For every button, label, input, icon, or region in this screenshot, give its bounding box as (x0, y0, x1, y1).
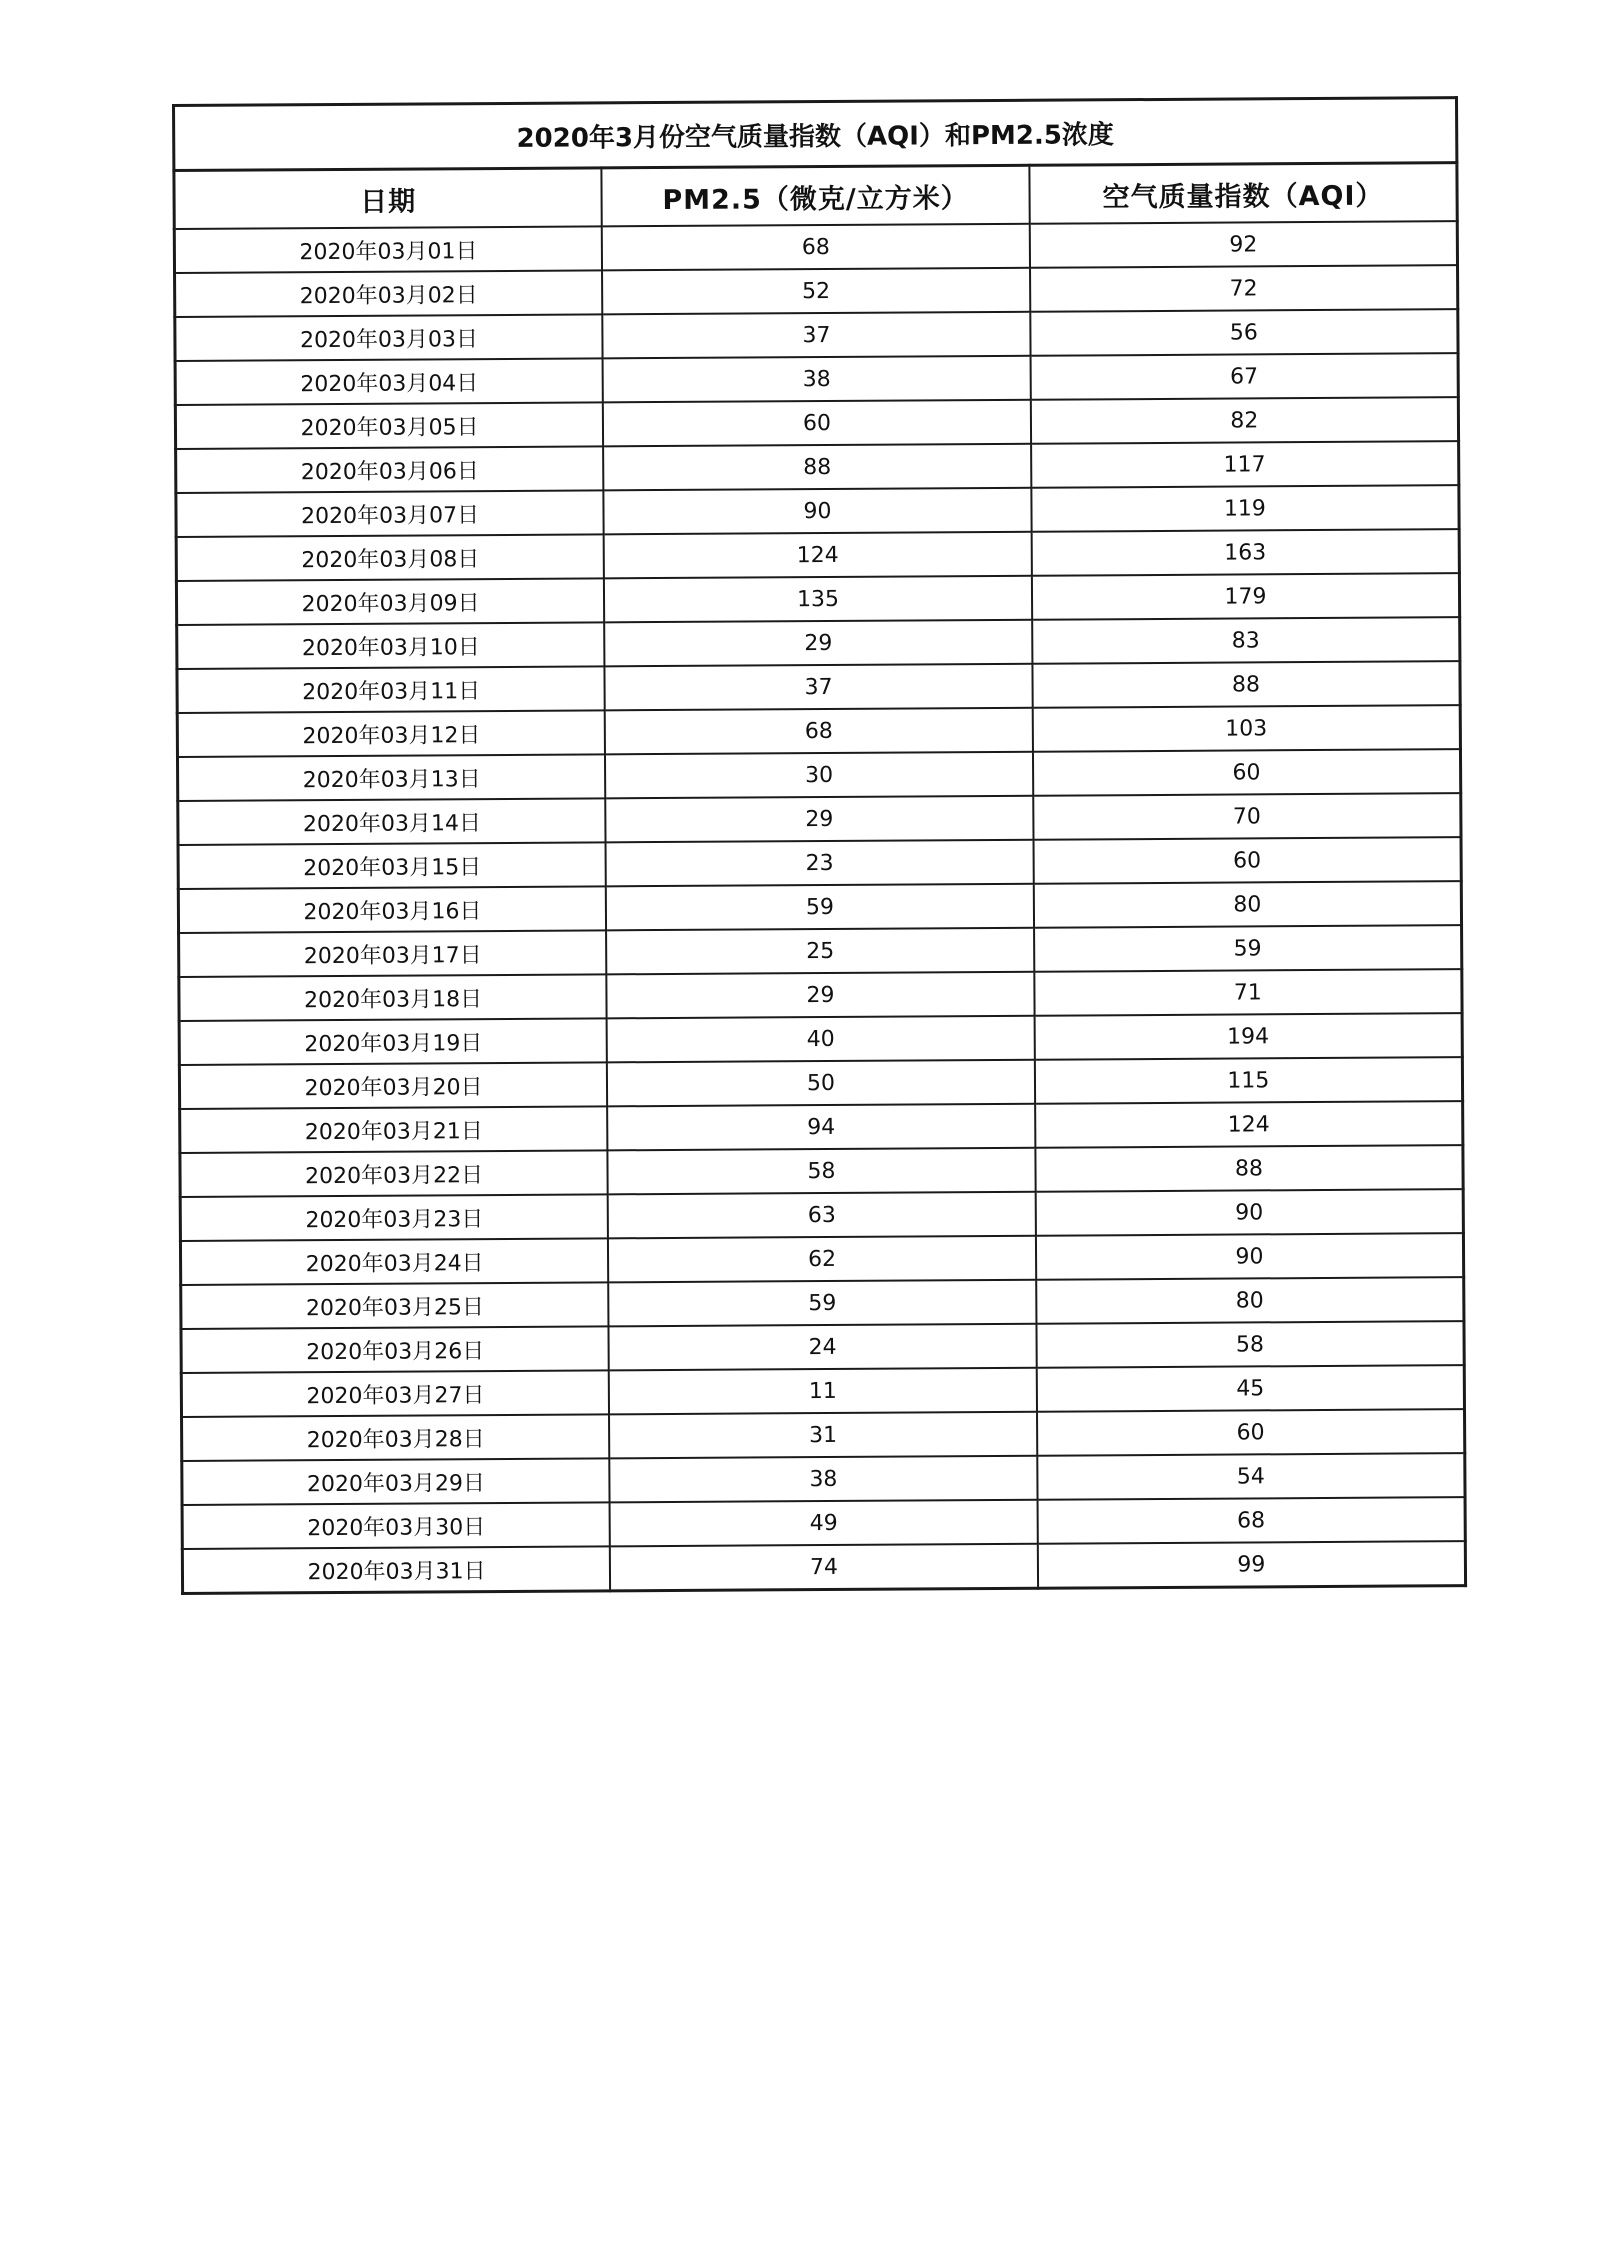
cell-date: 2020年03月18日 (179, 974, 607, 1021)
cell-date: 2020年03月31日 (182, 1546, 610, 1593)
cell-aqi: 80 (1036, 1277, 1464, 1324)
cell-date: 2020年03月13日 (177, 754, 605, 801)
cell-pm25: 94 (607, 1104, 1035, 1151)
cell-date: 2020年03月04日 (175, 358, 603, 405)
table-body (174, 221, 1465, 1593)
cell-aqi: 68 (1037, 1497, 1465, 1544)
cell-date: 2020年03月10日 (177, 622, 605, 669)
table-row (177, 617, 1460, 669)
cell-pm25: 50 (607, 1060, 1035, 1107)
cell-date: 2020年03月19日 (179, 1018, 607, 1065)
table-row (182, 1453, 1465, 1505)
table-row (176, 485, 1459, 537)
cell-date: 2020年03月21日 (180, 1106, 608, 1153)
cell-pm25: 58 (608, 1148, 1036, 1195)
cell-aqi: 124 (1035, 1101, 1463, 1148)
cell-date: 2020年03月27日 (181, 1370, 609, 1417)
cell-aqi: 119 (1031, 485, 1459, 532)
cell-date: 2020年03月26日 (181, 1326, 609, 1373)
cell-aqi: 90 (1035, 1189, 1463, 1236)
cell-pm25: 90 (604, 488, 1032, 535)
cell-pm25: 29 (605, 796, 1033, 843)
cell-pm25: 68 (602, 224, 1030, 271)
cell-aqi: 45 (1037, 1365, 1465, 1412)
cell-pm25: 63 (608, 1192, 1036, 1239)
cell-pm25: 23 (606, 840, 1034, 887)
cell-pm25: 88 (603, 444, 1031, 491)
cell-pm25: 59 (608, 1280, 1036, 1327)
cell-date: 2020年03月02日 (175, 270, 603, 317)
cell-aqi: 88 (1035, 1145, 1463, 1192)
cell-pm25: 25 (606, 928, 1034, 975)
table-row (179, 1013, 1462, 1065)
cell-date: 2020年03月25日 (181, 1282, 609, 1329)
cell-pm25: 59 (606, 884, 1034, 931)
cell-date: 2020年03月29日 (182, 1458, 610, 1505)
cell-aqi: 103 (1033, 705, 1461, 752)
cell-aqi: 179 (1032, 573, 1460, 620)
table-row (176, 573, 1459, 625)
table-row (180, 1233, 1463, 1285)
table-title-row (174, 98, 1457, 171)
cell-date: 2020年03月16日 (178, 886, 606, 933)
cell-aqi: 82 (1031, 397, 1459, 444)
table-row (179, 1057, 1462, 1109)
table-row (175, 397, 1458, 449)
cell-aqi: 194 (1034, 1013, 1462, 1060)
cell-aqi: 80 (1034, 881, 1462, 928)
cell-pm25: 62 (608, 1236, 1036, 1283)
cell-date: 2020年03月01日 (174, 226, 602, 273)
cell-aqi: 56 (1030, 309, 1458, 356)
air-quality-table (172, 96, 1467, 1595)
cell-pm25: 37 (602, 312, 1030, 359)
cell-pm25: 135 (604, 576, 1032, 623)
table-row (177, 661, 1460, 713)
cell-date: 2020年03月14日 (178, 798, 606, 845)
cell-pm25: 24 (609, 1324, 1037, 1371)
table-row (181, 1277, 1464, 1329)
cell-pm25: 11 (609, 1368, 1037, 1415)
table-row (178, 793, 1461, 845)
cell-date: 2020年03月08日 (176, 534, 604, 581)
table-row (177, 749, 1460, 801)
cell-pm25: 38 (609, 1456, 1037, 1503)
table-row (174, 221, 1457, 273)
cell-aqi: 92 (1030, 221, 1458, 268)
table-row (181, 1321, 1464, 1373)
table-row (181, 1365, 1464, 1417)
cell-aqi: 70 (1033, 793, 1461, 840)
cell-date: 2020年03月07日 (176, 490, 604, 537)
table-row (176, 529, 1459, 581)
cell-date: 2020年03月06日 (176, 446, 604, 493)
cell-aqi: 58 (1036, 1321, 1464, 1368)
table-container (172, 96, 1467, 1595)
table-row (179, 969, 1462, 1021)
cell-date: 2020年03月05日 (175, 402, 603, 449)
header-pm25: PM2.5（微克/立方米） (602, 165, 1030, 226)
table-row (178, 837, 1461, 889)
cell-aqi: 90 (1036, 1233, 1464, 1280)
cell-pm25: 52 (602, 268, 1030, 315)
cell-aqi: 60 (1033, 837, 1461, 884)
table-row (175, 265, 1458, 317)
header-date: 日期 (174, 168, 602, 229)
table-row (182, 1409, 1465, 1461)
cell-pm25: 49 (610, 1500, 1038, 1547)
header-aqi: 空气质量指数（AQI） (1029, 163, 1457, 224)
cell-pm25: 37 (605, 664, 1033, 711)
cell-date: 2020年03月15日 (178, 842, 606, 889)
cell-pm25: 29 (604, 620, 1032, 667)
table-row (175, 309, 1458, 361)
cell-date: 2020年03月23日 (180, 1194, 608, 1241)
cell-aqi: 163 (1031, 529, 1459, 576)
cell-date: 2020年03月20日 (179, 1062, 607, 1109)
table-title: 2020年3月份空气质量指数（AQI）和PM2.5浓度 (174, 98, 1457, 171)
cell-pm25: 38 (603, 356, 1031, 403)
cell-pm25: 40 (607, 1016, 1035, 1063)
cell-date: 2020年03月12日 (177, 710, 605, 757)
cell-pm25: 31 (609, 1412, 1037, 1459)
cell-aqi: 72 (1030, 265, 1458, 312)
table-row (179, 925, 1462, 977)
cell-pm25: 30 (605, 752, 1033, 799)
cell-aqi: 83 (1032, 617, 1460, 664)
cell-date: 2020年03月28日 (182, 1414, 610, 1461)
cell-date: 2020年03月17日 (179, 930, 607, 977)
table-row (180, 1101, 1463, 1153)
table-header-row (174, 163, 1457, 229)
table-row (176, 441, 1459, 493)
table-row (175, 353, 1458, 405)
cell-aqi: 54 (1037, 1453, 1465, 1500)
cell-date: 2020年03月09日 (176, 578, 604, 625)
cell-aqi: 67 (1030, 353, 1458, 400)
cell-aqi: 59 (1034, 925, 1462, 972)
cell-pm25: 60 (603, 400, 1031, 447)
table-row (182, 1541, 1465, 1593)
cell-pm25: 29 (606, 972, 1034, 1019)
cell-date: 2020年03月03日 (175, 314, 603, 361)
cell-date: 2020年03月11日 (177, 666, 605, 713)
table-row (180, 1145, 1463, 1197)
cell-aqi: 99 (1038, 1541, 1466, 1588)
cell-date: 2020年03月22日 (180, 1150, 608, 1197)
cell-aqi: 117 (1031, 441, 1459, 488)
cell-aqi: 71 (1034, 969, 1462, 1016)
cell-aqi: 115 (1035, 1057, 1463, 1104)
table-row (180, 1189, 1463, 1241)
cell-aqi: 60 (1033, 749, 1461, 796)
table-row (178, 881, 1461, 933)
cell-pm25: 124 (604, 532, 1032, 579)
cell-date: 2020年03月24日 (180, 1238, 608, 1285)
cell-pm25: 68 (605, 708, 1033, 755)
cell-pm25: 74 (610, 1544, 1038, 1591)
table-row (177, 705, 1460, 757)
cell-aqi: 88 (1032, 661, 1460, 708)
cell-date: 2020年03月30日 (182, 1502, 610, 1549)
cell-aqi: 60 (1037, 1409, 1465, 1456)
table-row (182, 1497, 1465, 1549)
